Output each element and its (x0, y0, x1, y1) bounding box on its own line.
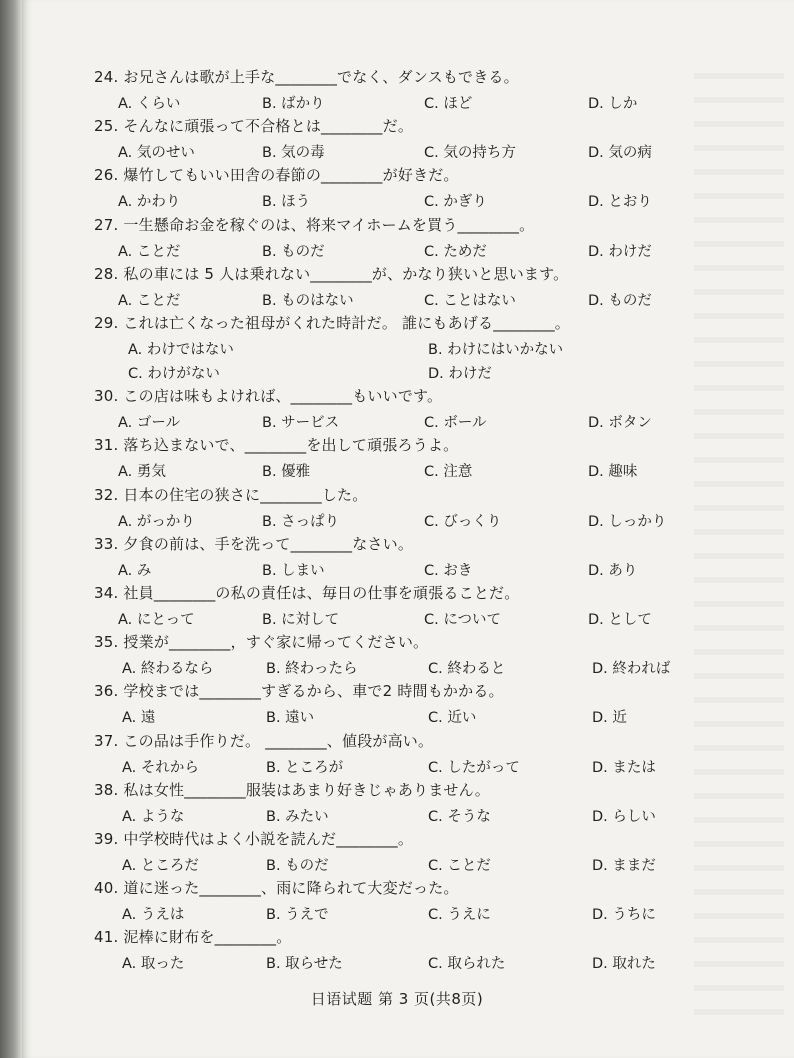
answer-option: C. ボール (424, 415, 487, 432)
question-stem: 26. 爆竹してもいい田舎の春節の________が好きだ。 (94, 166, 459, 185)
answer-option: B. ものはない (262, 292, 354, 309)
answer-option: B. 終わったら (266, 661, 358, 678)
answer-option: B. わけにはいかない (428, 342, 564, 358)
answer-option: C. ことだ (428, 858, 491, 874)
answer-option: B. みたい (266, 808, 329, 825)
answer-option: A. 取った (122, 956, 185, 973)
answer-option: C. ことはない (424, 292, 516, 309)
answer-option: C. 近い (428, 710, 477, 727)
answer-option: B. しまい (262, 562, 325, 579)
answer-option: B. ものだ (262, 243, 325, 260)
question-stem: 24. お兄さんは歌が上手な________でなく、ダンスもできる。 (94, 68, 519, 86)
answer-option: B. ところが (266, 759, 344, 776)
question-stem: 36. 学校までは________すぎるから、車で2 時間もかかる。 (94, 682, 504, 701)
answer-option: A. ような (122, 808, 185, 825)
question-stem: 41. 泥棒に財布を________。 (94, 928, 292, 947)
answer-option: D. ものだ (588, 292, 652, 309)
answer-option: D. 気の病 (588, 145, 652, 162)
answer-option: B. に対して (262, 612, 340, 628)
question-stem: 37. この品は手作りだ。 ________、値段が高い。 (94, 731, 434, 750)
question-stem: 29. これは亡くなった祖母がくれた時計だ。 誰にもあげる________。 (94, 314, 570, 332)
answer-option: C. かぎり (424, 194, 487, 211)
answer-option: D. しっかり (588, 513, 667, 530)
question-stem: 35. 授業が________，すぐ家に帰ってください。 (94, 633, 429, 652)
answer-option: A. くらい (118, 96, 181, 112)
answer-option: D. 取れた (592, 956, 656, 973)
answer-option: B. ばかり (262, 96, 325, 112)
answer-option: D. として (588, 612, 652, 628)
answer-option: C. びっくり (424, 513, 502, 530)
answer-option: D. らしい (592, 808, 656, 825)
question-stem: 34. 社員________の私の責任は、毎日の仕事を頑張ることだ。 (94, 584, 520, 602)
answer-option: B. サービス (262, 415, 340, 432)
answer-option: D. あり (588, 562, 638, 579)
answer-option: B. 遠い (266, 710, 315, 727)
question-stem: 31. 落ち込まないで、________を出して頑張ろうよ。 (94, 436, 459, 455)
answer-option: A. 終わるなら (122, 661, 214, 678)
answer-option: B. ほう (262, 194, 311, 211)
question-stem: 27. 一生懸命お金を稼ぐのは、将来マイホームを買う________。 (94, 215, 535, 234)
answer-option: A. ことだ (118, 243, 181, 260)
answer-option: C. 取られた (428, 956, 506, 973)
answer-option: B. うえで (266, 907, 329, 924)
answer-option: A. み (118, 562, 152, 579)
answer-option: C. ためだ (424, 243, 487, 260)
answer-option: A. 気のせい (118, 145, 195, 162)
answer-option: B. 優雅 (262, 464, 311, 481)
answer-option: A. わけではない (128, 342, 234, 358)
answer-option: D. ままだ (592, 858, 656, 874)
answer-option: A. 遠 (122, 710, 156, 727)
answer-option: C. 終わると (428, 661, 506, 678)
answer-option: D. うちに (592, 907, 656, 924)
answer-option: D. わけだ (428, 366, 492, 382)
answer-option: D. とおり (588, 194, 652, 211)
answer-option: C. そうな (428, 808, 491, 825)
answer-option: D. わけだ (588, 243, 652, 260)
answer-option: D. ボタン (588, 415, 652, 432)
question-stem: 28. 私の車には 5 人は乗れない________が、かなり狭いと思います。 (94, 264, 569, 283)
question-stem: 33. 夕食の前は、手を洗って________なさい。 (94, 534, 414, 553)
answer-option: C. 気の持ち方 (424, 145, 516, 162)
answer-option: B. ものだ (266, 858, 329, 874)
answer-option: D. 近 (592, 710, 627, 727)
answer-option: C. うえに (428, 907, 491, 924)
answer-option: D. 終われば (592, 661, 671, 678)
answer-option: B. 取らせた (266, 956, 343, 973)
question-stem: 32. 日本の住宅の狭さに________した。 (94, 485, 368, 504)
answer-option: C. わけがない (128, 366, 220, 382)
answer-option: D. または (592, 759, 656, 776)
answer-option: A. ゴール (118, 415, 181, 432)
question-stem: 38. 私は女性________服装はあまり好きじゃありません。 (94, 780, 490, 799)
question-stem: 30. この店は味もよければ、________もいいです。 (94, 387, 443, 406)
answer-option: A. ところだ (122, 858, 199, 874)
page-footer: 日语试题 第 3 页(共8页) (310, 990, 484, 1008)
answer-option: C. ほど (424, 96, 473, 112)
question-stem: 39. 中学校時代はよく小説を読んだ________。 (94, 830, 414, 848)
answer-option: A. かわり (118, 194, 181, 211)
answer-option: D. 趣味 (588, 464, 638, 481)
answer-option: C. したがって (428, 759, 520, 776)
answer-option: A. にとって (118, 612, 195, 628)
answer-option: A. がっかり (118, 513, 195, 530)
answer-option: D. しか (588, 96, 638, 112)
bleed-through-text (694, 55, 784, 1015)
answer-option: C. おき (424, 562, 473, 579)
question-stem: 25. そんなに頑張って不合格とは________だ。 (94, 117, 414, 136)
question-stem: 40. 道に迷った________、雨に降られて大変だった。 (94, 879, 459, 898)
answer-option: C. 注意 (424, 464, 473, 481)
answer-option: A. うえは (122, 907, 185, 924)
answer-option: C. について (424, 612, 502, 628)
answer-option: A. ことだ (118, 292, 181, 309)
answer-option: A. 勇気 (118, 464, 166, 481)
answer-option: A. それから (122, 759, 199, 776)
answer-option: B. さっぱり (262, 513, 340, 530)
answer-option: B. 気の毒 (262, 145, 325, 162)
